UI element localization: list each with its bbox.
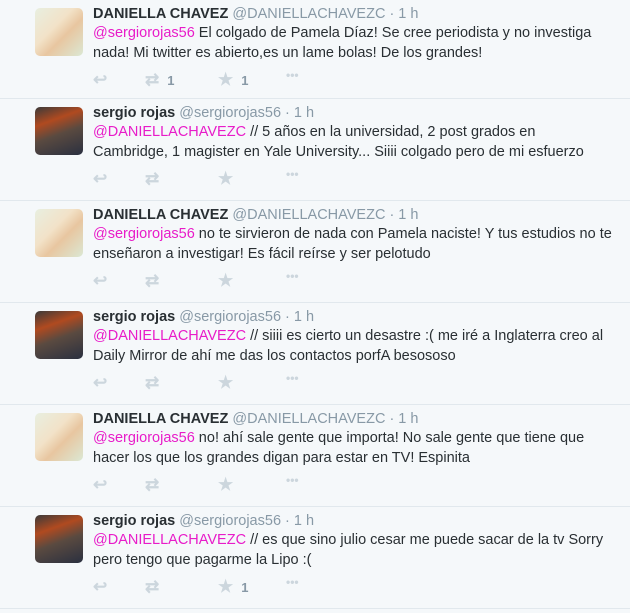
- user-name[interactable]: DANIELLA CHAVEZ: [93, 411, 229, 427]
- more-icon: •••: [286, 269, 299, 283]
- user-name[interactable]: sergio rojas: [93, 105, 176, 121]
- tweet-text: [93, 224, 613, 264]
- star-icon: ★: [218, 475, 234, 494]
- user-name[interactable]: sergio rojas: [93, 309, 176, 325]
- timestamp[interactable]: · 1 h: [285, 105, 315, 121]
- reply-button[interactable]: [93, 577, 107, 597]
- user-name[interactable]: DANIELLA CHAVEZ: [93, 6, 229, 22]
- reply-icon: ↩: [93, 577, 108, 596]
- tweet[interactable]: [0, 201, 630, 303]
- more-icon: •••: [286, 68, 299, 82]
- tweet[interactable]: [0, 405, 630, 507]
- retweet-icon: ⇄: [145, 475, 160, 494]
- favorite-button[interactable]: [218, 271, 241, 291]
- reply-button[interactable]: [93, 70, 107, 90]
- tweet-text: [93, 326, 613, 366]
- favorite-button[interactable]: [218, 169, 241, 189]
- retweet-button[interactable]: [145, 169, 167, 189]
- reply-icon: ↩: [93, 373, 108, 392]
- star-icon: ★: [218, 373, 234, 392]
- retweet-icon: ⇄: [145, 271, 160, 290]
- reply-button[interactable]: [93, 373, 107, 393]
- timestamp[interactable]: · 1 h: [285, 309, 315, 325]
- avatar[interactable]: [35, 515, 83, 563]
- tweet[interactable]: [0, 0, 630, 99]
- reply-icon: ↩: [93, 475, 108, 494]
- timestamp[interactable]: · 1 h: [389, 6, 419, 22]
- retweet-button[interactable]: [145, 475, 167, 495]
- more-icon: •••: [286, 167, 299, 181]
- star-icon: ★: [218, 169, 234, 188]
- retweet-button[interactable]: [145, 577, 167, 597]
- tweet[interactable]: [0, 303, 630, 405]
- user-handle[interactable]: @sergiorojas56: [179, 513, 282, 529]
- tweet-header: [93, 513, 314, 529]
- more-icon: •••: [286, 371, 299, 385]
- more-button[interactable]: [286, 68, 299, 82]
- user-handle[interactable]: @sergiorojas56: [179, 309, 282, 325]
- tweet-header: [93, 309, 314, 325]
- more-button[interactable]: [286, 473, 299, 487]
- user-name[interactable]: DANIELLA CHAVEZ: [93, 207, 229, 223]
- user-handle[interactable]: @sergiorojas56: [179, 105, 282, 121]
- tweet-body: // siiii es cierto un desastre :( me iré a Inglaterra creo al Daily Mirror de ahí me das los contactos porfA besososo: [93, 328, 604, 364]
- favorite-button[interactable]: [218, 577, 248, 597]
- avatar[interactable]: [35, 107, 83, 155]
- favorite-button[interactable]: [218, 373, 241, 393]
- tweet-text: [93, 428, 613, 468]
- retweet-icon: ⇄: [145, 373, 160, 392]
- mention-link[interactable]: @sergiorojas56: [93, 25, 195, 41]
- star-icon: ★: [218, 271, 234, 290]
- tweet-body: // 5 años en la universidad, 2 post grados en Cambridge, 1 magister en Yale University... Siiii colgado pero de mi esfuerzo: [93, 124, 584, 160]
- retweet-count: 1: [167, 72, 175, 88]
- tweet-text: [93, 23, 613, 63]
- tweet-header: [93, 411, 418, 427]
- tweet-header: [93, 207, 418, 223]
- mention-link[interactable]: @DANIELLACHAVEZC: [93, 328, 247, 344]
- mention-link[interactable]: @sergiorojas56: [93, 430, 195, 446]
- mention-link[interactable]: @DANIELLACHAVEZC: [93, 532, 247, 548]
- favorite-count: 1: [241, 72, 249, 88]
- tweet[interactable]: [0, 99, 630, 201]
- timestamp[interactable]: · 1 h: [389, 411, 419, 427]
- reply-button[interactable]: [93, 475, 107, 495]
- retweet-button[interactable]: [145, 373, 167, 393]
- retweet-icon: ⇄: [145, 169, 160, 188]
- reply-icon: ↩: [93, 169, 108, 188]
- avatar[interactable]: [35, 311, 83, 359]
- user-handle[interactable]: @DANIELLACHAVEZC: [232, 411, 386, 427]
- user-handle[interactable]: @DANIELLACHAVEZC: [232, 6, 386, 22]
- tweet[interactable]: [0, 507, 630, 609]
- timestamp[interactable]: · 1 h: [389, 207, 419, 223]
- more-button[interactable]: [286, 575, 299, 589]
- tweet-body: no te sirvieron de nada con Pamela naciste! Y tus estudios no te enseñaron a investigar! Es fácil reírse y ser pelotudo: [93, 226, 612, 262]
- more-button[interactable]: [286, 371, 299, 385]
- star-icon: ★: [218, 70, 234, 89]
- retweet-button[interactable]: [145, 271, 167, 291]
- more-button[interactable]: [286, 269, 299, 283]
- favorite-button[interactable]: [218, 475, 241, 495]
- favorite-count: 1: [241, 579, 249, 595]
- tweet-body: El colgado de Pamela Díaz! Se cree periodista y no investiga nada! Mi twitter es abierto,es un lame bolas! De los grandes!: [93, 25, 592, 61]
- more-icon: •••: [286, 575, 299, 589]
- tweet-body: // es que sino julio cesar me puede sacar de la tv Sorry pero tengo que pagarme la Lipo :(: [93, 532, 604, 568]
- tweet-header: [93, 105, 314, 121]
- avatar[interactable]: [35, 209, 83, 257]
- favorite-button[interactable]: [218, 70, 248, 90]
- user-name[interactable]: sergio rojas: [93, 513, 176, 529]
- more-icon: •••: [286, 473, 299, 487]
- tweet-body: no! ahí sale gente que importa! No sale gente que tiene que hacer los que los grandes digan para estar en TV! Espinita: [93, 430, 585, 466]
- reply-button[interactable]: [93, 271, 107, 291]
- timestamp[interactable]: · 1 h: [285, 513, 315, 529]
- user-handle[interactable]: @DANIELLACHAVEZC: [232, 207, 386, 223]
- reply-button[interactable]: [93, 169, 107, 189]
- mention-link[interactable]: @sergiorojas56: [93, 226, 195, 242]
- mention-link[interactable]: @DANIELLACHAVEZC: [93, 124, 247, 140]
- tweet-text: [93, 530, 613, 570]
- reply-icon: ↩: [93, 70, 108, 89]
- tweet-text: [93, 122, 613, 162]
- avatar[interactable]: [35, 8, 83, 56]
- more-button[interactable]: [286, 167, 299, 181]
- tweet-header: [93, 6, 418, 22]
- retweet-icon: ⇄: [145, 70, 160, 89]
- star-icon: ★: [218, 577, 234, 596]
- reply-icon: ↩: [93, 271, 108, 290]
- retweet-icon: ⇄: [145, 577, 160, 596]
- retweet-button[interactable]: [145, 70, 174, 90]
- avatar[interactable]: [35, 413, 83, 461]
